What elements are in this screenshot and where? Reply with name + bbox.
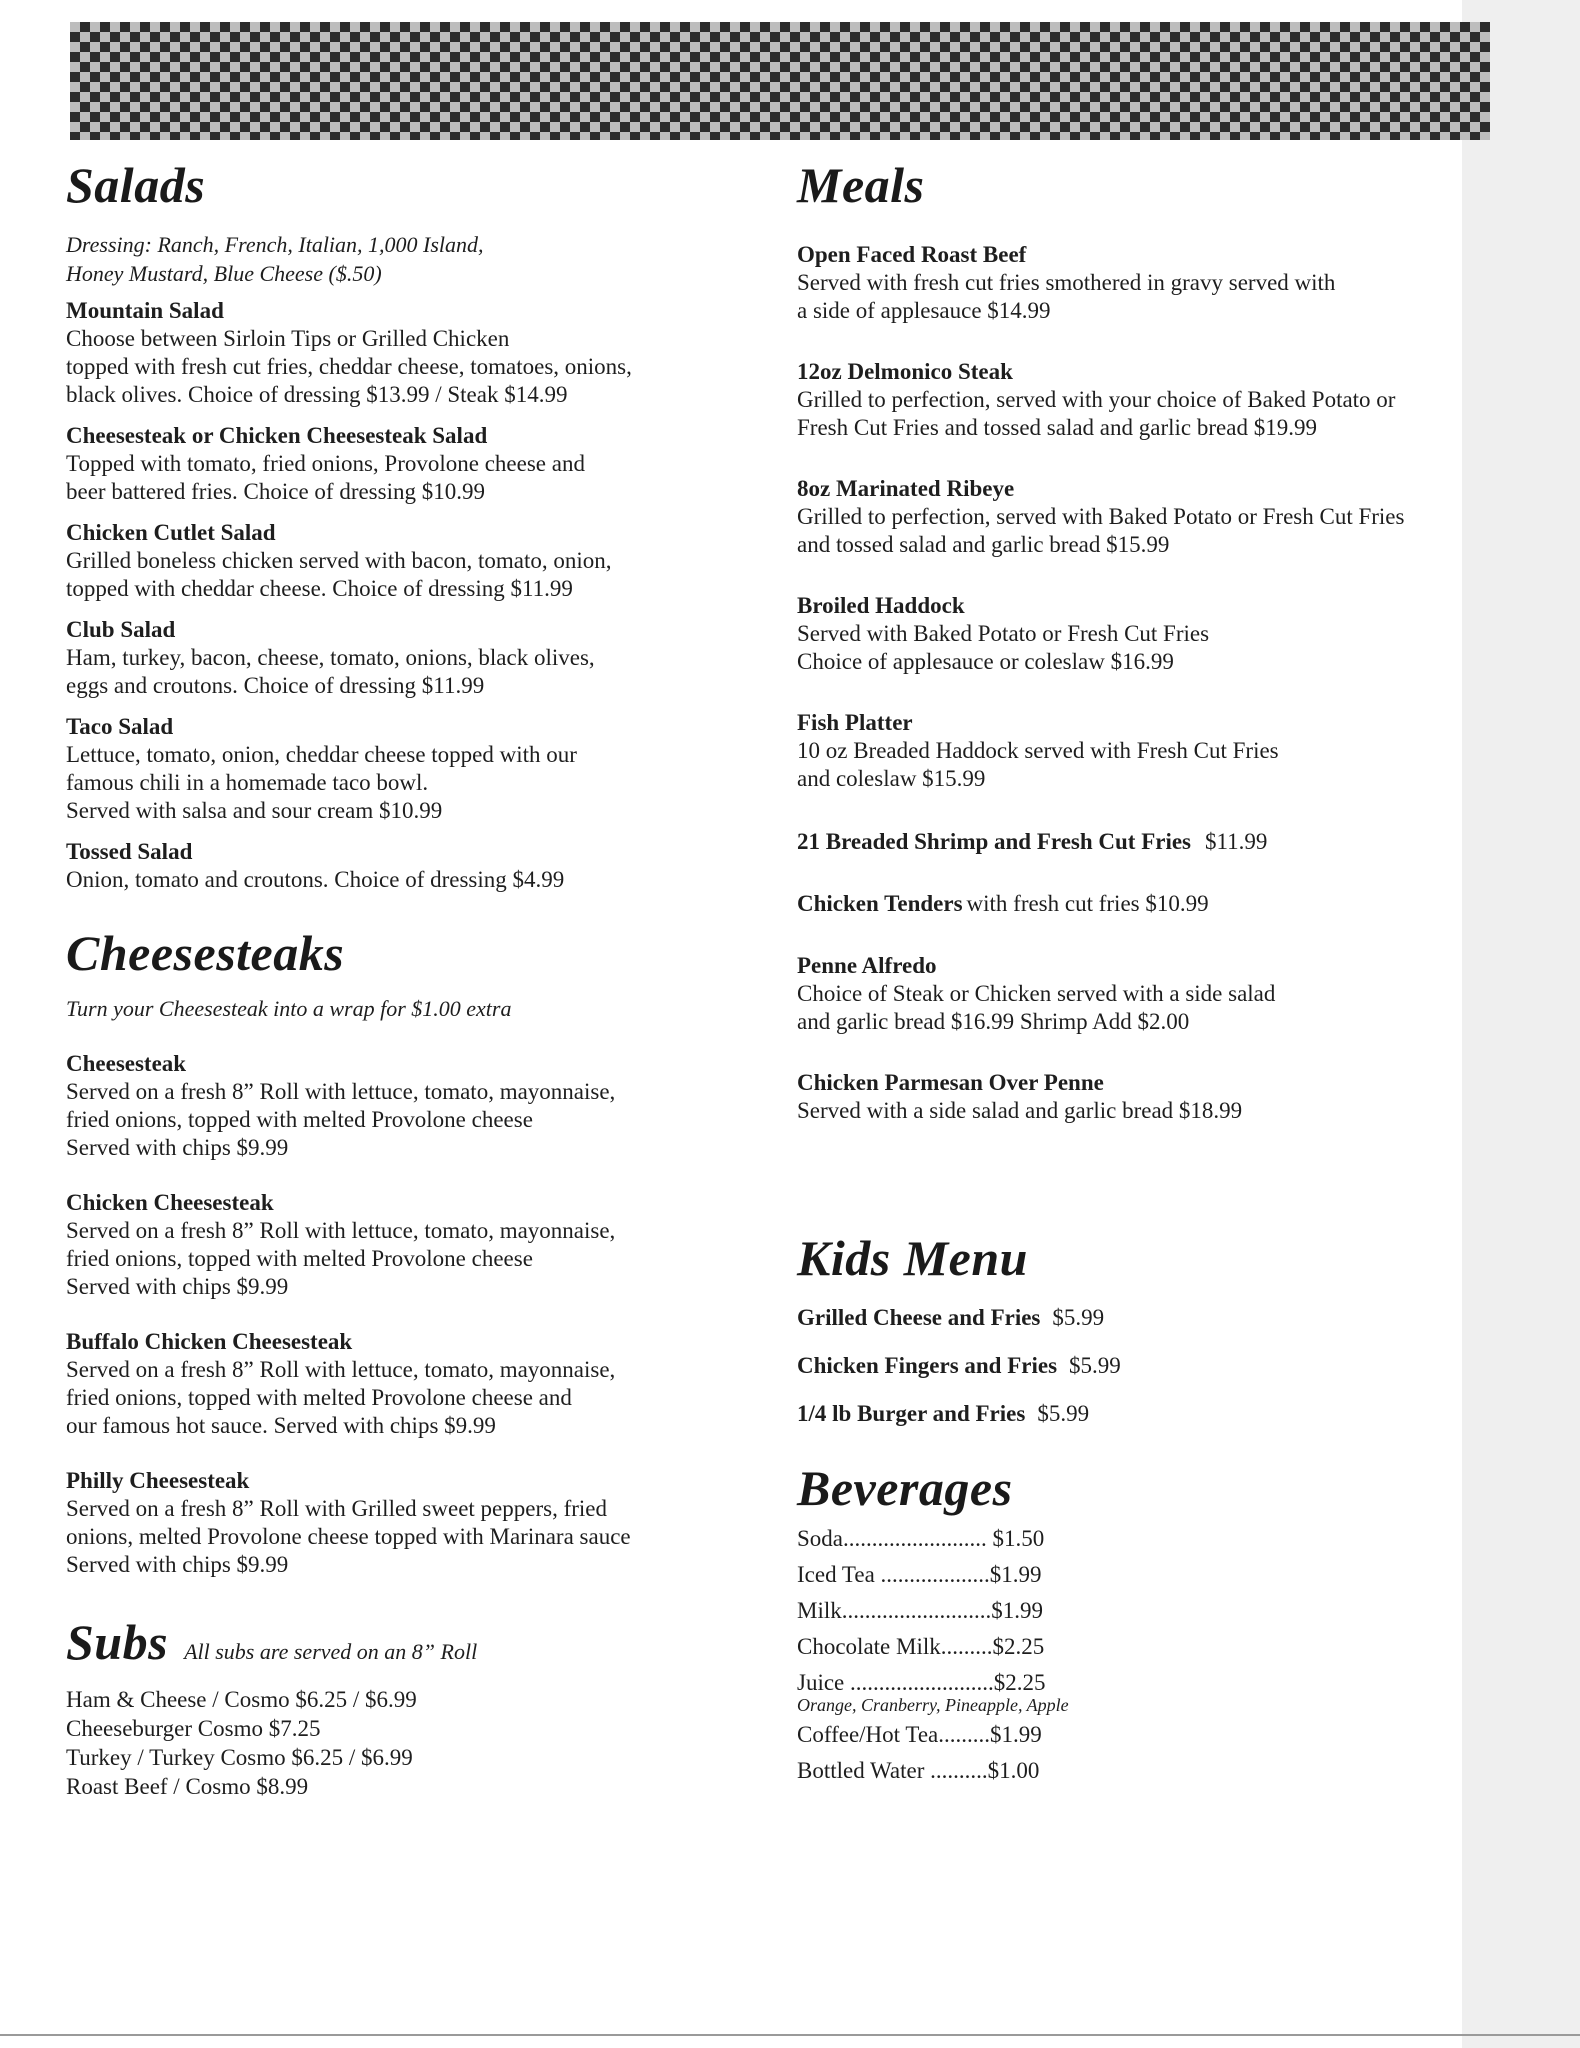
cheesesteaks-title: Cheesesteaks: [66, 925, 345, 981]
beverage-item: Juice .........................$2.25: [797, 1670, 1046, 1695]
item-desc: Lettuce, tomato, onion, cheddar cheese topped with our famous chili in a homemade taco bowl. Served with salsa and sour cream $10.99: [66, 742, 577, 823]
item-desc: Served on a fresh 8” Roll with Grilled sweet peppers, fried onions, melted Provolone cheese topped with Marinara sauce Served with chips $9.99: [66, 1496, 631, 1577]
item-price: $11.99: [1205, 829, 1268, 854]
juice-flavors: Orange, Cranberry, Pineapple, Apple: [797, 1695, 1069, 1715]
subs-header: [66, 1614, 726, 1670]
sub-item: Roast Beef / Cosmo $8.99: [66, 1774, 309, 1799]
left-column: [66, 157, 726, 1801]
beverage-item: Milk..........................$1.99: [797, 1598, 1043, 1623]
menu-item: [66, 1188, 726, 1301]
menu-item: [66, 615, 726, 700]
beverage-item: Bottled Water ..........$1.00: [797, 1758, 1040, 1783]
item-desc: Grilled boneless chicken served with bacon, tomato, onion, topped with cheddar cheese. Choice of dressing $11.99: [66, 548, 612, 601]
item-name: Taco Salad: [66, 714, 174, 739]
subs-section: [66, 1614, 726, 1801]
item-name: Fish Platter: [797, 710, 913, 735]
item-desc: 10 oz Breaded Haddock served with Fresh Cut Fries and coleslaw $15.99: [797, 738, 1279, 791]
menu-item: [797, 357, 1497, 442]
item-desc: Onion, tomato and croutons. Choice of dressing $4.99: [66, 867, 565, 892]
menu-item: [66, 712, 726, 825]
item-desc: with fresh cut fries $10.99: [966, 891, 1209, 916]
item-desc: Served with fresh cut fries smothered in gravy served with a side of applesauce $14.99: [797, 270, 1336, 323]
dressing-note: Dressing: Ranch, French, Italian, 1,000 Island, Honey Mustard, Blue Cheese ($.50): [66, 232, 484, 286]
beverage-item: Iced Tea ...................$1.99: [797, 1562, 1042, 1587]
beverages-title: Beverages: [797, 1460, 1013, 1516]
item-desc: Topped with tomato, fried onions, Provolone cheese and beer battered fries. Choice of dressing $10.99: [66, 451, 585, 504]
item-name: Chicken Parmesan Over Penne: [797, 1070, 1104, 1095]
menu-item: [66, 421, 726, 506]
item-desc: Served with Baked Potato or Fresh Cut Fries Choice of applesauce or coleslaw $16.99: [797, 621, 1210, 674]
bottom-rule: [0, 2034, 1580, 2036]
item-name: Grilled Cheese and Fries: [797, 1305, 1041, 1330]
item-name: 1/4 lb Burger and Fries: [797, 1401, 1026, 1426]
item-name: Chicken Cheesesteak: [66, 1190, 274, 1215]
item-name: Buffalo Chicken Cheesesteak: [66, 1329, 353, 1354]
menu-item: [797, 1068, 1497, 1125]
menu-item: [797, 474, 1497, 559]
wrap-note: Turn your Cheesesteak into a wrap for $1.00 extra: [66, 996, 512, 1021]
menu-item: [797, 240, 1497, 325]
menu-item: [66, 837, 726, 894]
menu-item: [66, 1049, 726, 1162]
item-desc: Served on a fresh 8” Roll with lettuce, tomato, mayonnaise, fried onions, topped with melted Provolone cheese Served with chips $9.99: [66, 1079, 616, 1160]
kids-section: [797, 1230, 1497, 1429]
item-name: Club Salad: [66, 617, 176, 642]
item-desc: Served with a side salad and garlic bread $18.99: [797, 1098, 1243, 1123]
beverage-item: Soda......................... $1.50: [797, 1526, 1045, 1551]
menu-item: [797, 827, 1497, 857]
item-name: Chicken Tenders: [797, 891, 963, 916]
menu-item: [797, 1303, 1497, 1333]
meals-section: [797, 157, 1497, 1125]
sub-item: Ham & Cheese / Cosmo $6.25 / $6.99: [66, 1687, 417, 1712]
item-name: Mountain Salad: [66, 298, 224, 323]
item-name: Open Faced Roast Beef: [797, 242, 1027, 267]
cheesesteaks-section: [66, 925, 726, 1579]
menu-item: [797, 1351, 1497, 1381]
item-price: $5.99: [1037, 1401, 1090, 1426]
meals-title: Meals: [797, 157, 925, 213]
menu-item: [797, 951, 1497, 1036]
item-desc: Choose between Sirloin Tips or Grilled Chicken topped with fresh cut fries, cheddar cheese, tomatoes, onions, black olives. Choice of dressing $13.99 / Steak $14.99: [66, 326, 632, 407]
item-price: $5.99: [1069, 1353, 1121, 1378]
beverages-section: [797, 1460, 1497, 1789]
checkered-banner: [70, 22, 1490, 140]
subs-list: [66, 1685, 726, 1801]
item-desc: Grilled to perfection, served with Baked Potato or Fresh Cut Fries and tossed salad and garlic bread $15.99: [797, 504, 1405, 557]
item-desc: Grilled to perfection, served with your choice of Baked Potato or Fresh Cut Fries and tossed salad and garlic bread $19.99: [797, 387, 1396, 440]
item-price: $5.99: [1052, 1305, 1105, 1330]
menu-item: [66, 518, 726, 603]
item-name: 21 Breaded Shrimp and Fresh Cut Fries: [797, 829, 1192, 854]
menu-item: [797, 591, 1497, 676]
subs-note: All subs are served on an 8” Roll: [184, 1639, 478, 1664]
item-name: 12oz Delmonico Steak: [797, 359, 1013, 384]
sub-item: Turkey / Turkey Cosmo $6.25 / $6.99: [66, 1745, 413, 1770]
menu-item: [797, 708, 1497, 793]
menu-item: [66, 1327, 726, 1440]
subs-title: Subs: [66, 1614, 169, 1670]
item-name: 8oz Marinated Ribeye: [797, 476, 1015, 501]
beverage-item: Chocolate Milk.........$2.25: [797, 1634, 1045, 1659]
menu-item: [66, 1466, 726, 1579]
beverage-list: [797, 1521, 1497, 1789]
beverage-item: Coffee/Hot Tea.........$1.99: [797, 1722, 1042, 1747]
item-name: Cheesesteak: [66, 1051, 187, 1076]
item-name: Philly Cheesesteak: [66, 1468, 250, 1493]
salads-section: [66, 157, 726, 894]
right-column: [797, 157, 1497, 1789]
item-name: Tossed Salad: [66, 839, 193, 864]
sub-item: Cheeseburger Cosmo $7.25: [66, 1716, 321, 1741]
item-name: Penne Alfredo: [797, 953, 937, 978]
menu-item: [66, 296, 726, 409]
item-desc: Ham, turkey, bacon, cheese, tomato, onions, black olives, eggs and croutons. Choice of dressing $11.99: [66, 645, 595, 698]
item-name: Cheesesteak or Chicken Cheesesteak Salad: [66, 423, 488, 448]
menu-item: [797, 1399, 1497, 1429]
item-desc: Served on a fresh 8” Roll with lettuce, tomato, mayonnaise, fried onions, topped with melted Provolone cheese Served with chips $9.99: [66, 1218, 616, 1299]
salads-title: Salads: [66, 157, 206, 213]
item-desc: Served on a fresh 8” Roll with lettuce, tomato, mayonnaise, fried onions, topped with melted Provolone cheese and our famous hot sauce. Served with chips $9.99: [66, 1357, 616, 1438]
item-name: Chicken Cutlet Salad: [66, 520, 276, 545]
menu-item: [797, 889, 1497, 919]
item-name: Broiled Haddock: [797, 593, 965, 618]
item-name: Chicken Fingers and Fries: [797, 1353, 1058, 1378]
kids-title: Kids Menu: [797, 1230, 1028, 1286]
item-desc: Choice of Steak or Chicken served with a side salad and garlic bread $16.99 Shrimp Add $2.00: [797, 981, 1276, 1034]
